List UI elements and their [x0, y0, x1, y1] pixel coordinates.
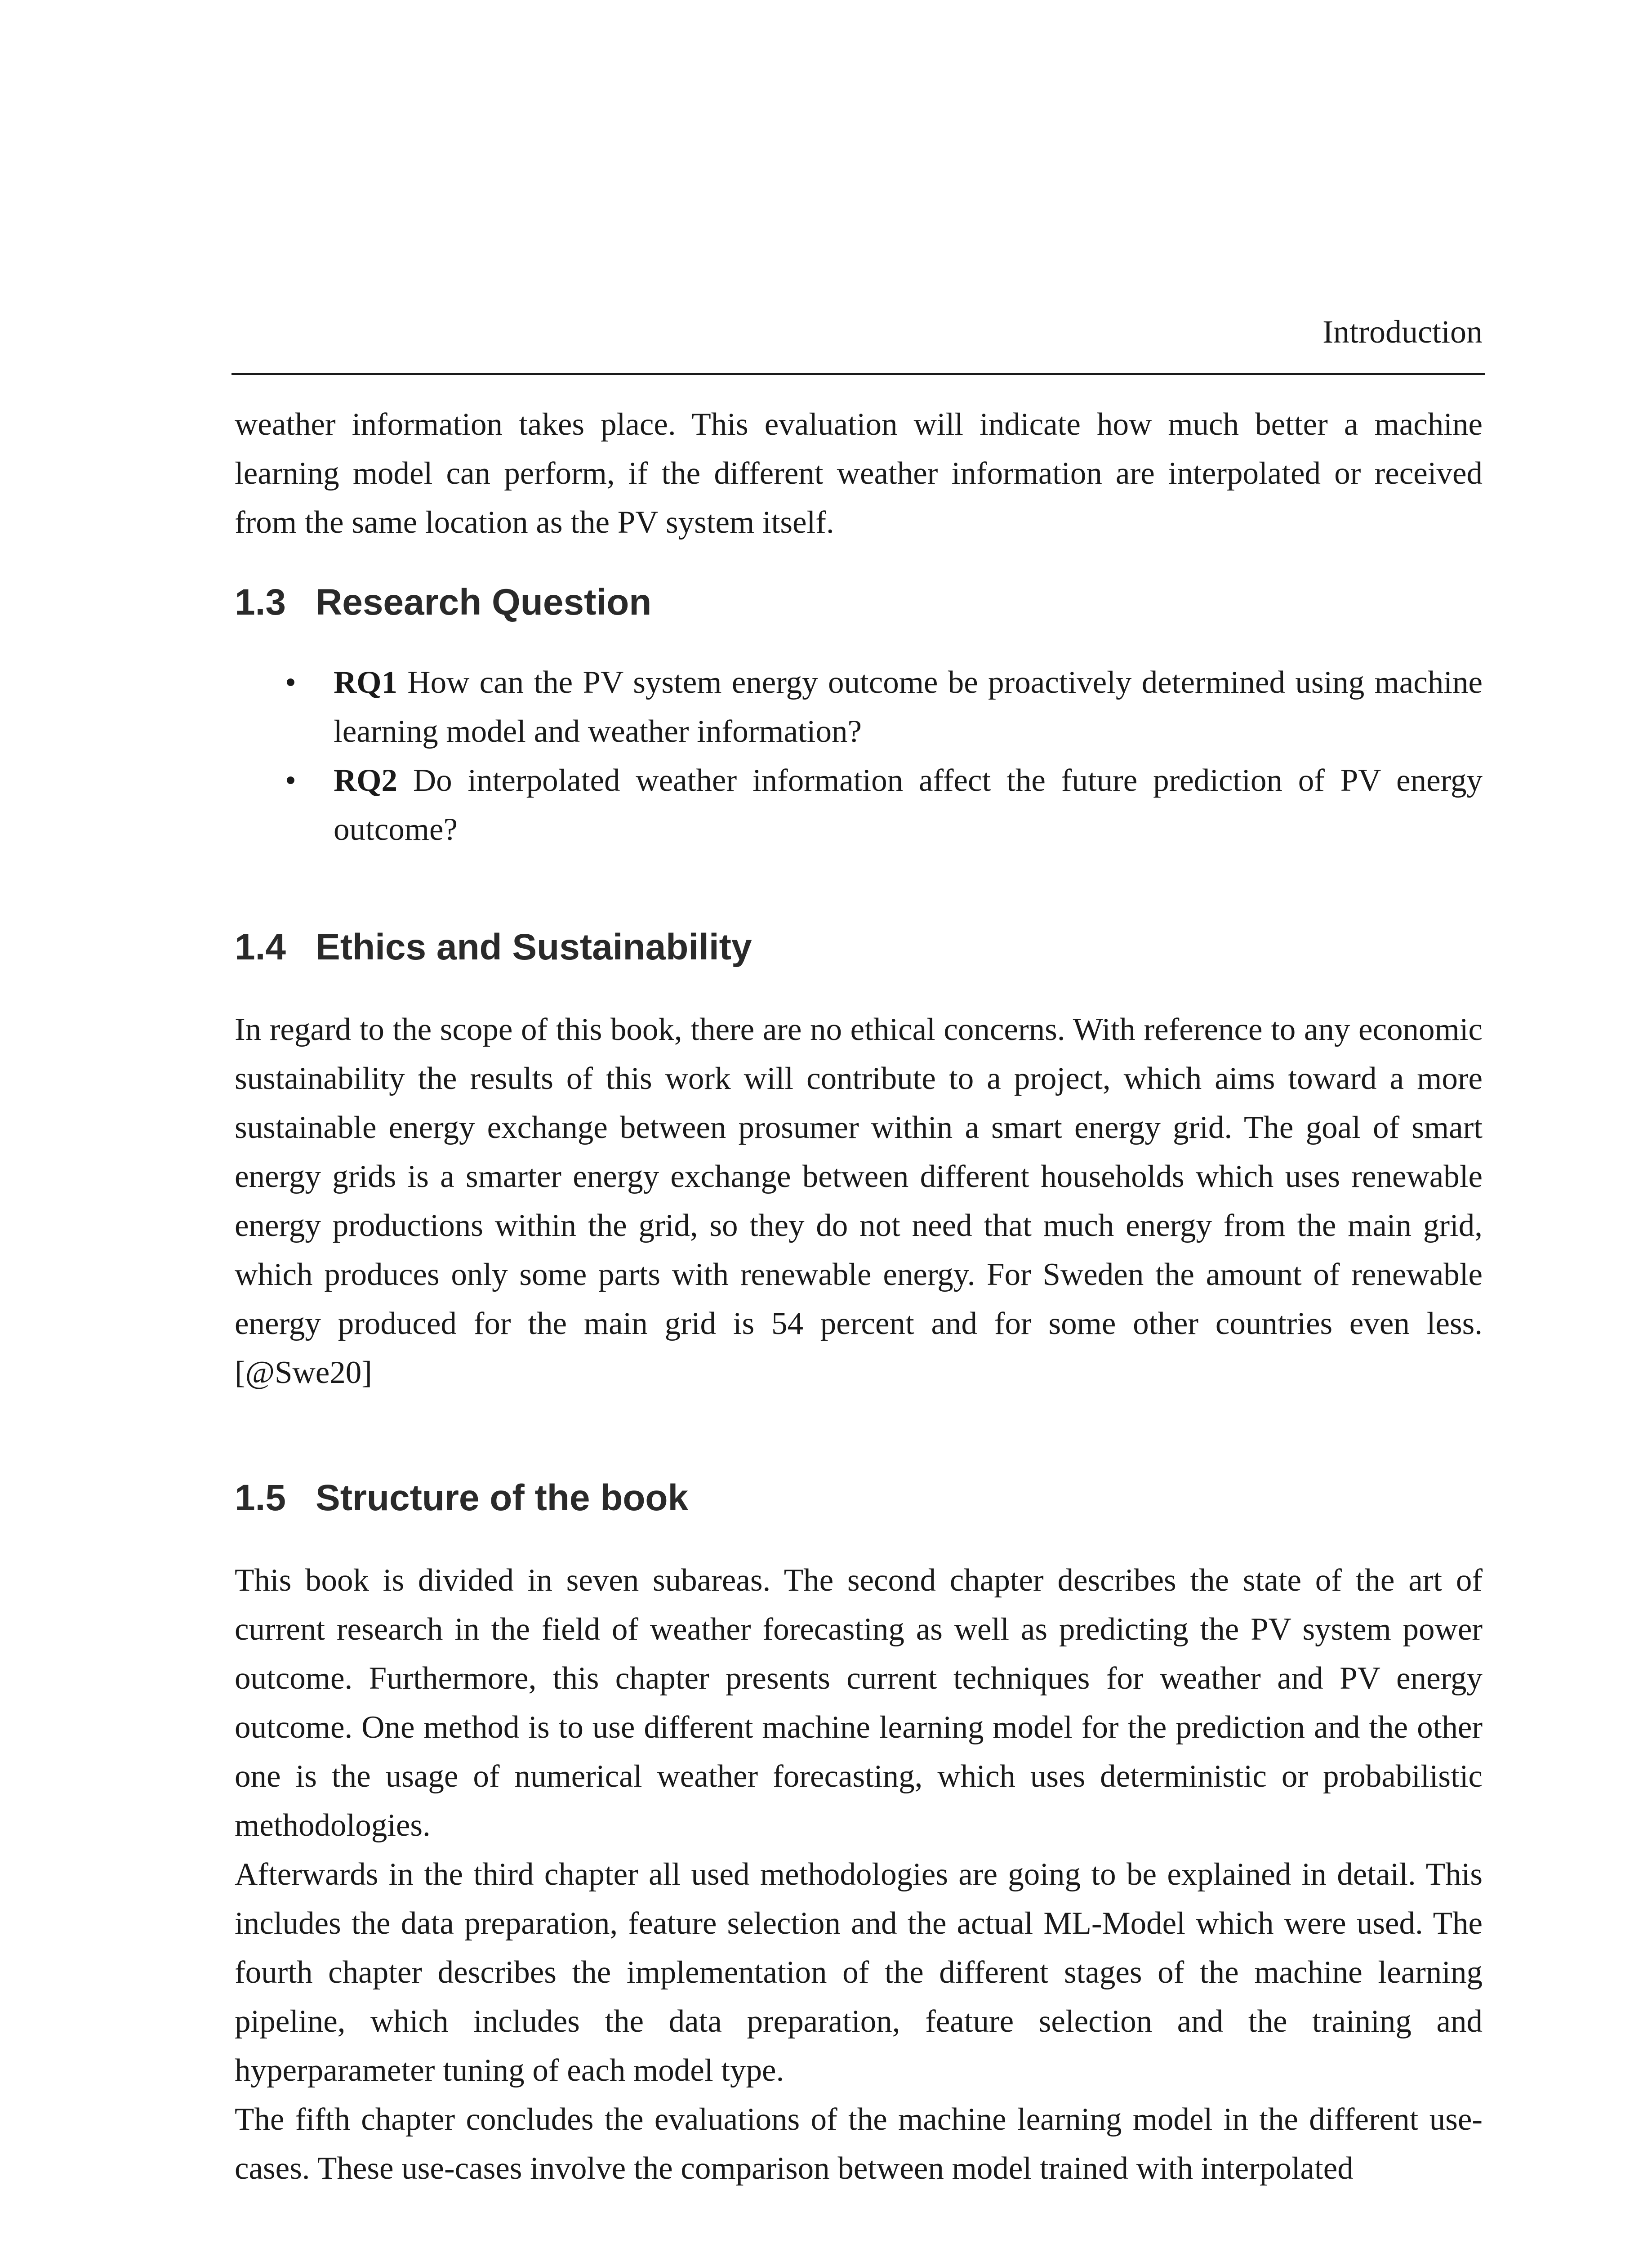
- section-number: 1.4: [235, 927, 286, 968]
- bullet-icon: •: [285, 763, 296, 798]
- research-question-text: Do interpolated weather information affect the future prediction of PV energy outcome?: [334, 763, 1483, 847]
- research-question-text: How can the PV system energy outcome be proactively determined using machine learning model and weather information?: [334, 665, 1483, 749]
- research-question-id: RQ1: [334, 665, 397, 700]
- ethics-paragraph: In regard to the scope of this book, there are no ethical concerns. With reference to any economic sustainability the results of this work will contribute to a project, which aims toward a more sustainable energy exchange between prosumer within a smart energy grid. The goal of smart energy grids is a smarter energy exchange between different households which uses renewable energy productions within the grid, so they do not need that much energy from the main grid, which produces only some parts with renewable energy. For Sweden the amount of renewable energy produced for the main grid is 54 percent and for some other countries even less. [@Swe20]: [235, 1012, 1483, 1390]
- page-content: [235, 400, 1483, 2193]
- section-heading-structure: [235, 1476, 1483, 1521]
- section-heading-ethics: [235, 925, 1483, 970]
- section-title: Research Question: [316, 582, 652, 623]
- section-title: Ethics and Sustainability: [316, 927, 752, 968]
- header-rule: [232, 373, 1485, 375]
- section-number: 1.5: [235, 1477, 286, 1518]
- research-question-id: RQ2: [334, 763, 397, 798]
- structure-paragraph: The fifth chapter concludes the evaluations of the machine learning model in the different use-cases. These use-cases involve the comparison between model trained with interpolated: [235, 2102, 1483, 2186]
- research-question-item: [235, 658, 1483, 756]
- intro-paragraph: weather information takes place. This evaluation will indicate how much better a machine learning model can perform, if the different weather information are interpolated or received from the same location as the PV system itself.: [235, 407, 1483, 540]
- bullet-icon: •: [285, 665, 296, 700]
- section-number: 1.3: [235, 582, 286, 623]
- section-heading-research-question: [235, 580, 1483, 625]
- research-question-list: [235, 658, 1483, 854]
- running-header: Introduction: [1322, 314, 1483, 350]
- structure-paragraph: This book is divided in seven subareas. The second chapter describes the state of the art of current research in the field of weather forecasting as well as predicting the PV system power outcome. Furthermore, this chapter presents current techniques for weather and PV energy outcome. One method is to use different machine learning model for the prediction and the other one is the usage of numerical weather forecasting, which uses deterministic or probabilistic methodologies.: [235, 1563, 1483, 1843]
- section-title: Structure of the book: [316, 1477, 689, 1518]
- structure-paragraph: Afterwards in the third chapter all used methodologies are going to be explained in detail. This includes the data preparation, feature selection and the actual ML-Model which were used. The fourth chapter describes the implementation of the different stages of the machine learning pipeline, which includes the data preparation, feature selection and the training and hyperparameter tuning of each model type.: [235, 1857, 1483, 2088]
- research-question-item: [235, 756, 1483, 854]
